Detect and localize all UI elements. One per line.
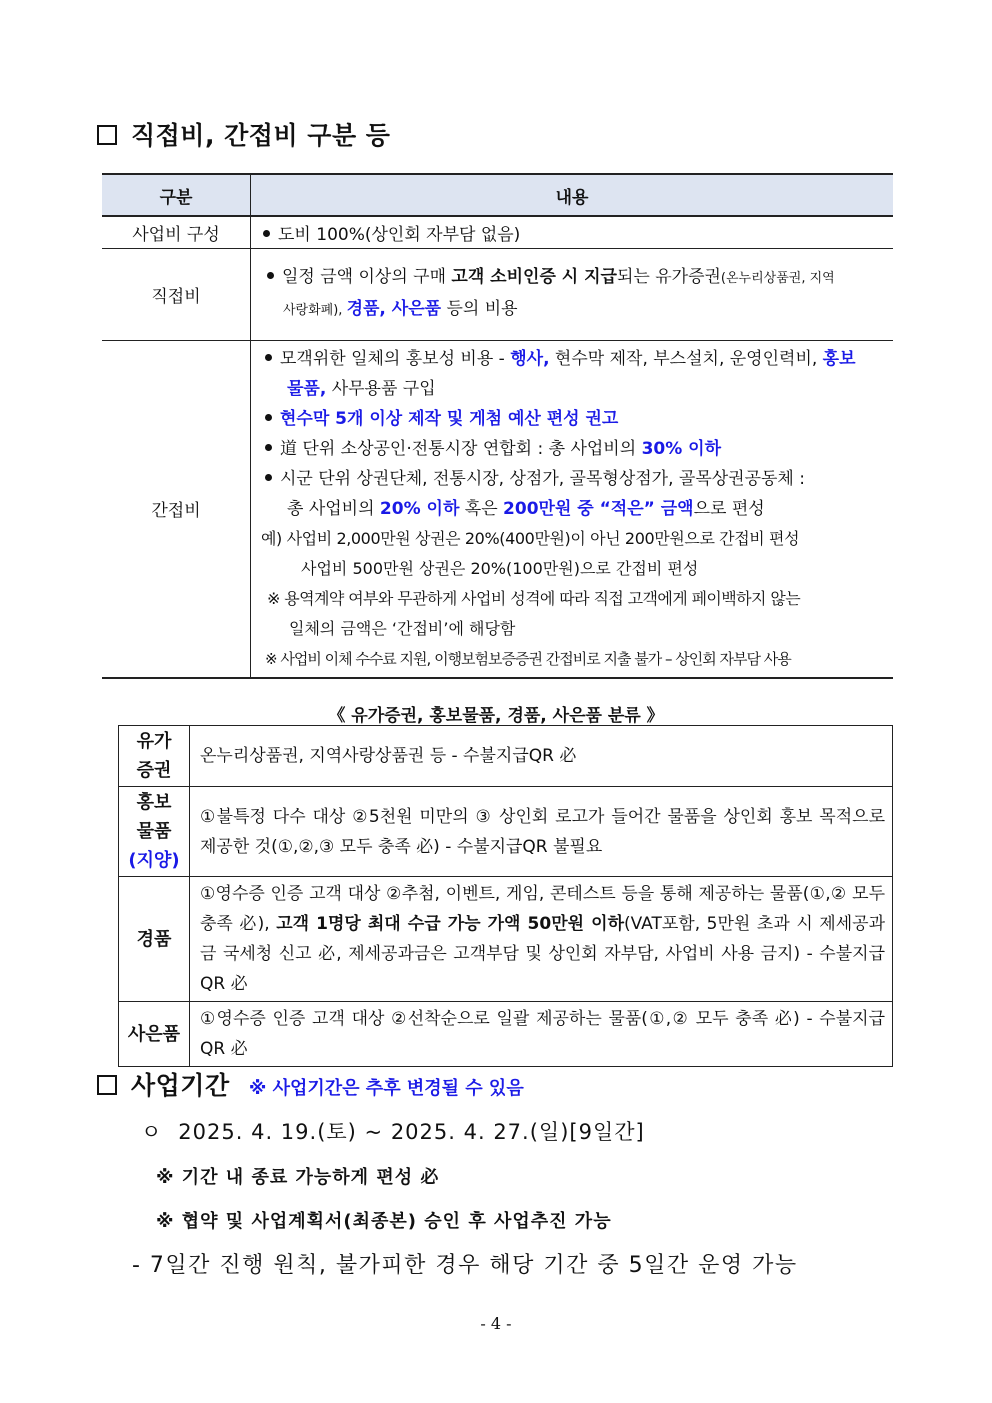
row-label-budget: 사업비 구성 — [102, 216, 251, 248]
row-label-direct: 직접비 — [102, 248, 251, 340]
period-note-a: ※ 기간 내 종료 가능하게 편성 必 — [156, 1167, 440, 1188]
business-period: 2025. 4. 19.(토) ~ 2025. 4. 27.(일)[9일간] — [178, 1120, 645, 1144]
section-title: 직접비, 간접비 구분 등 — [131, 121, 391, 150]
bullet-icon — [263, 230, 270, 237]
header-content: 내용 — [251, 174, 894, 216]
row-head-promo: 홍보 물품 (지양) — [119, 787, 190, 877]
goods-classification-table — [118, 725, 893, 1067]
bullet-icon — [265, 444, 272, 451]
table-row — [119, 877, 893, 1002]
row-head-prize: 경품 — [119, 877, 190, 1002]
period-note-b: ※ 협약 및 사업계획서(최종본) 승인 후 사업추진 가능 — [156, 1211, 612, 1232]
classification-title: 《 유가증권, 홍보물품, 경품, 사은품 분류 》 — [328, 706, 664, 726]
bullet-icon — [265, 354, 272, 361]
period-line — [141, 1116, 645, 1146]
period-change-note: ※ 사업기간은 추후 변경될 수 있음 — [248, 1078, 524, 1099]
cost-classification-table — [102, 173, 893, 679]
square-bullet-icon — [97, 125, 117, 145]
header-category: 구분 — [102, 174, 251, 216]
row-text-prize: ①영수증 인증 고객 대상 ②추첨, 이벤트, 게임, 콘테스트 등을 통해 제공하는 물품(①,② 모두 충족 必), 고객 1명당 최대 수급 가능 가액 50만원 이하(VAT포함, 5만원 초과 시 제세공과금 국세청 신고 必, 제세공과금은 고객부담 및 상인회 자부담, 사업비 사용 금지) - 수불지급QR 必 — [190, 877, 893, 1002]
page-number: - 4 - — [480, 1314, 512, 1333]
row-text-securities: 온누리상품권, 지역사랑상품권 등 - 수불지급QR 必 — [190, 726, 893, 787]
square-bullet-icon — [97, 1075, 117, 1095]
table-row — [102, 248, 893, 340]
bullet-icon — [265, 474, 272, 481]
row-content-direct: 일정 금액 이상의 구매 고객 소비인증 시 지급되는 유가증권(온누리상품권, 지역 사랑화폐), 경품, 사은품 등의 비용 — [251, 248, 894, 340]
section-title: 사업기간 — [131, 1071, 230, 1100]
section-heading — [97, 1066, 524, 1102]
circle-bullet-icon: ㅇ — [141, 1120, 163, 1144]
table-row — [102, 216, 893, 248]
table-row — [119, 1002, 893, 1067]
row-content-indirect: 모객위한 일체의 홍보성 비용 - 행사, 현수막 제작, 부스설치, 운영인력비, 홍보 물품, 사무용품 구입 현수막 5개 이상 제작 및 게첨 예산 편성 권고 道 단위 소상공인·전통시장 연합회 : 총 사업비의 30% 이하 시군 단위 상권단체, 전통시장, 상점가, 골목형상점가, 골목상권공동체 : 총 사업비의 20% 이하 혹은 200만원 중 “적은” 금액으로 편성 예) 사업비 2,000만원 상권은 20%(400만원)이 아닌 200만원으로 간접비 편성 사업비 500만원 상권은 20%(100만원)으로 간접비 편성 ※ 용역계약 여부와 무관하게 사업비 성격에 따라 직접 고객에게 페이백하지 않는 일체의 금액은 ‘간접비’에 해당함 ※ 사업비 이체 수수료 지원, 이행보험보증증권 간접비로 지출 불가 – 상인회 자부담 사용 — [251, 340, 894, 678]
row-head-securities: 유가 증권 — [119, 726, 190, 787]
table-row — [102, 340, 893, 678]
section-heading — [97, 116, 390, 152]
table-row — [119, 787, 893, 877]
row-content-budget: 도비 100%(상인회 자부담 없음) — [251, 216, 894, 248]
bullet-icon — [267, 272, 274, 279]
row-head-gift: 사은품 — [119, 1002, 190, 1067]
row-text-gift: ①영수증 인증 고객 대상 ②선착순으로 일괄 제공하는 물품(①,② 모두 충족 必) - 수불지급QR 必 — [190, 1002, 893, 1067]
row-text-promo: ①불특정 다수 대상 ②5천원 미만의 ③ 상인회 로고가 들어간 물품을 상인회 홍보 목적으로 제공한 것(①,②,③ 모두 충족 必) - 수불지급QR 불필요 — [190, 787, 893, 877]
operation-rule: - 7일간 진행 원칙, 불가피한 경우 해당 기간 중 5일간 운영 가능 — [132, 1253, 798, 1278]
table-row — [119, 726, 893, 787]
row-label-indirect: 간접비 — [102, 340, 251, 678]
bullet-icon — [265, 414, 272, 421]
table-header-row — [102, 174, 893, 216]
